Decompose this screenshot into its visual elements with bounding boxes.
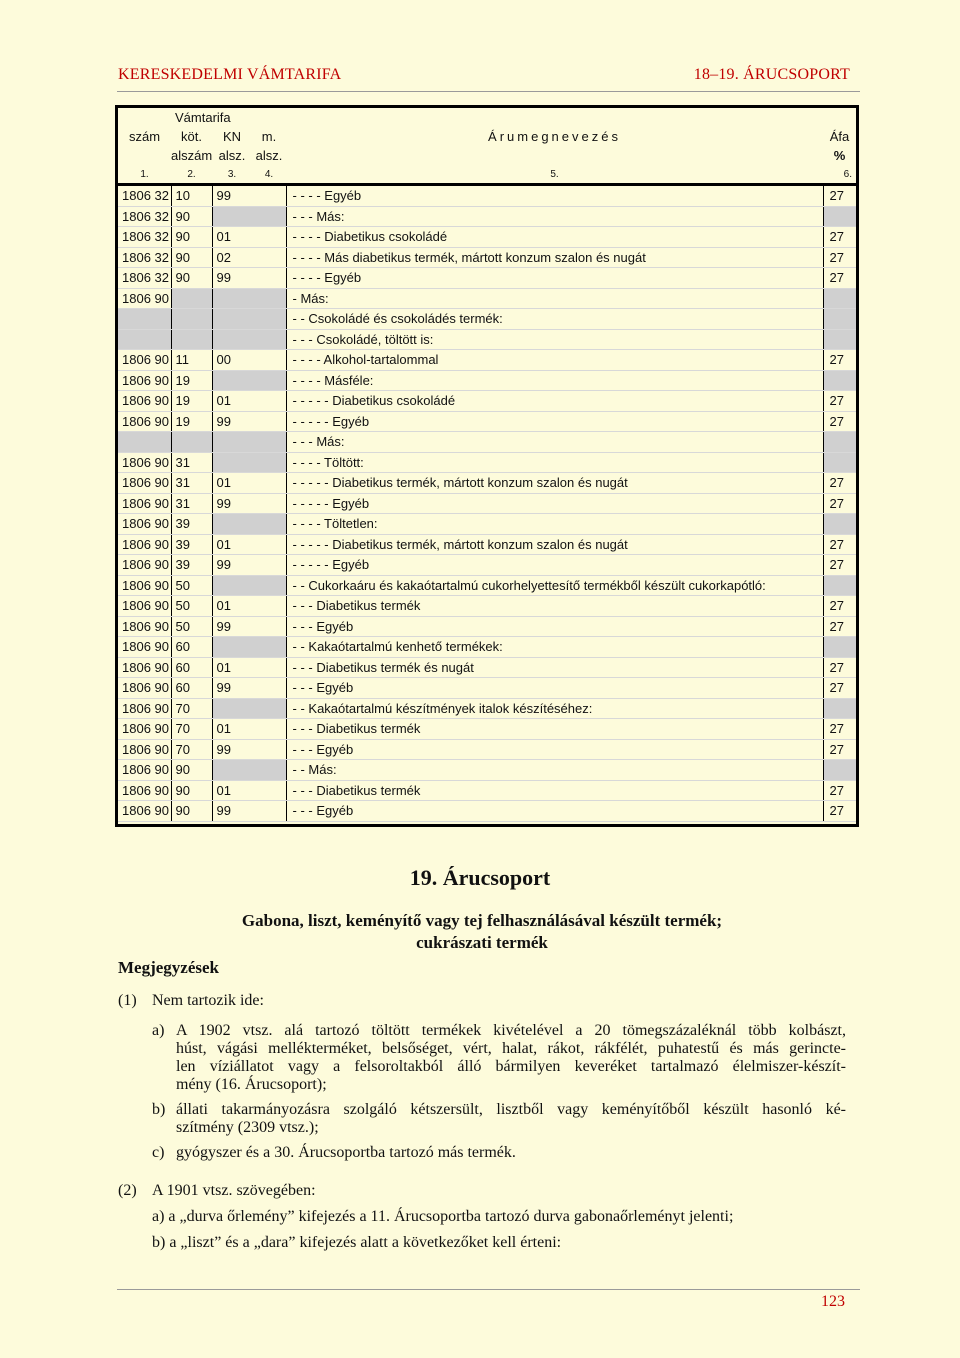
description-cell: - - - - Alkohol-tartalommal	[286, 350, 823, 371]
description-cell: - - - - - Diabetikus csokoládé	[286, 391, 823, 412]
alszam-cell: 11	[171, 350, 212, 371]
alszam-cell: 39	[171, 534, 212, 555]
description-cell: - - Csokoládé és csokoládés termék:	[286, 309, 823, 330]
tariff-subheading-cell: 00	[212, 350, 286, 371]
tariff-table-frame	[115, 105, 859, 827]
kn-code-cell: 1806 90	[118, 493, 171, 514]
alszam-cell	[171, 288, 212, 309]
alszam-cell: 90	[171, 206, 212, 227]
note-2-number: (2)	[118, 1182, 137, 1199]
table-row	[118, 534, 856, 555]
alszam-cell: 50	[171, 616, 212, 637]
vat-rate-cell: 27	[823, 493, 856, 514]
tariff-subheading-cell: 01	[212, 780, 286, 801]
table-row	[118, 555, 856, 576]
vat-rate-cell	[823, 452, 856, 473]
table-row	[118, 719, 856, 740]
vat-rate-cell	[823, 432, 856, 453]
tariff-table	[118, 108, 856, 822]
alszam-cell: 70	[171, 739, 212, 760]
kn-code-cell: 1806 32	[118, 247, 171, 268]
table-row	[118, 247, 856, 268]
table-row	[118, 473, 856, 494]
kn-code-cell: 1806 90	[118, 575, 171, 596]
vat-rate-cell: 27	[823, 411, 856, 432]
table-row	[118, 309, 856, 330]
tariff-subheading-cell	[212, 698, 286, 719]
kn-code-cell: 1806 90	[118, 555, 171, 576]
colnum-2: 2.	[171, 165, 212, 185]
vat-rate-cell	[823, 288, 856, 309]
note-1b-line1: állati takarmányozásra szolgáló kétszersült, lisztből vagy keményítőből készült hasonló ké-	[176, 1101, 846, 1118]
description-cell: - - - Diabetikus termék	[286, 719, 823, 740]
tariff-subheading-cell	[212, 452, 286, 473]
description-cell: - - - Diabetikus termék	[286, 780, 823, 801]
running-header-right: 18–19. ÁRUCSOPORT	[693, 66, 850, 83]
alszam-cell: 31	[171, 493, 212, 514]
tariff-subheading-cell: 01	[212, 473, 286, 494]
kn-code-cell	[118, 329, 171, 350]
table-row	[118, 227, 856, 248]
alszam-cell: 70	[171, 719, 212, 740]
vat-rate-cell	[823, 309, 856, 330]
kn-code-cell: 1806 90	[118, 760, 171, 781]
colnum-5: 5.	[286, 165, 823, 185]
kn-code-cell: 1806 90	[118, 739, 171, 760]
vat-rate-cell: 27	[823, 801, 856, 822]
kn-code-cell: 1806 90	[118, 616, 171, 637]
vat-rate-cell	[823, 575, 856, 596]
table-row	[118, 206, 856, 227]
table-row	[118, 411, 856, 432]
description-cell: - - - - - Egyéb	[286, 493, 823, 514]
vat-rate-cell: 27	[823, 534, 856, 555]
table-row	[118, 575, 856, 596]
kn-code-cell: 1806 32	[118, 206, 171, 227]
kn-code-cell: 1806 90	[118, 452, 171, 473]
tariff-subheading-cell: 99	[212, 268, 286, 289]
group-subtitle-line2: cukrászati termék	[416, 933, 548, 952]
alszam-cell: 60	[171, 678, 212, 699]
tariff-subheading-cell	[212, 637, 286, 658]
vat-rate-cell	[823, 698, 856, 719]
table-row	[118, 432, 856, 453]
note-1c-text: gyógyszer és a 30. Árucsoportba tartozó más termék.	[176, 1144, 516, 1161]
alszam-cell: 60	[171, 637, 212, 658]
alszam-cell: 90	[171, 227, 212, 248]
description-cell: - - - Egyéb	[286, 678, 823, 699]
vat-rate-cell: 27	[823, 473, 856, 494]
tariff-subheading-cell: 99	[212, 678, 286, 699]
header-kot: köt.	[181, 129, 202, 144]
vat-rate-cell: 27	[823, 657, 856, 678]
alszam-cell	[171, 329, 212, 350]
vat-rate-cell	[823, 514, 856, 535]
alszam-cell: 90	[171, 801, 212, 822]
kn-code-cell: 1806 90	[118, 719, 171, 740]
group-subtitle	[222, 910, 742, 954]
kn-code-cell: 1806 32	[118, 185, 171, 207]
kn-code-cell	[118, 309, 171, 330]
alszam-cell: 19	[171, 391, 212, 412]
alszam-cell: 19	[171, 411, 212, 432]
description-cell: - - Cukorkaáru és kakaótartalmú cukorhelyettesítő termékből készült cukorkapótló:	[286, 575, 823, 596]
header-vamtarifa: Vámtarifa	[175, 110, 231, 125]
description-cell: - - - Diabetikus termék és nugát	[286, 657, 823, 678]
table-row	[118, 657, 856, 678]
table-row	[118, 616, 856, 637]
vat-rate-cell: 27	[823, 227, 856, 248]
kn-code-cell: 1806 90	[118, 391, 171, 412]
alszam-cell: 70	[171, 698, 212, 719]
kn-code-cell: 1806 90	[118, 698, 171, 719]
table-row	[118, 678, 856, 699]
description-cell: - - - Egyéb	[286, 739, 823, 760]
note-2-text: A 1901 vtsz. szövegében:	[152, 1182, 316, 1199]
description-cell: - - - Egyéb	[286, 616, 823, 637]
vat-rate-cell: 27	[823, 350, 856, 371]
vat-rate-cell	[823, 329, 856, 350]
kn-code-cell: 1806 90	[118, 780, 171, 801]
header-kn-alsz: alsz.	[218, 148, 246, 163]
table-header	[118, 108, 856, 185]
kn-code-cell: 1806 90	[118, 370, 171, 391]
note-1a-line4: mény (16. Árucsoport);	[176, 1076, 327, 1093]
tariff-subheading-cell: 99	[212, 411, 286, 432]
tariff-subheading-cell: 99	[212, 493, 286, 514]
footer-divider	[117, 1289, 860, 1290]
note-2a-text: a) a „durva őrlemény” kifejezés a 11. Árucsoportba tartozó durva gabonaőrleményt jelenti;	[152, 1208, 734, 1225]
table-row	[118, 637, 856, 658]
note-1a-line3: len víziállatot vagy a felsoroltakból álló bármilyen keveréket tartalmazó élelmiszer-készít-	[176, 1058, 846, 1075]
header-arumegnevezes: Árumegnevezés	[488, 129, 621, 144]
kn-code-cell: 1806 32	[118, 268, 171, 289]
alszam-cell: 90	[171, 780, 212, 801]
colnum-6: 6.	[823, 165, 856, 185]
table-row	[118, 268, 856, 289]
vat-rate-cell: 27	[823, 596, 856, 617]
kn-code-cell: 1806 90	[118, 801, 171, 822]
vat-rate-cell: 27	[823, 185, 856, 207]
tariff-subheading-cell: 01	[212, 227, 286, 248]
table-row	[118, 514, 856, 535]
tariff-subheading-cell	[212, 288, 286, 309]
description-cell: - - - - - Diabetikus termék, mártott konzum szalon és nugát	[286, 534, 823, 555]
header-kn: KN	[222, 129, 242, 144]
tariff-subheading-cell: 01	[212, 719, 286, 740]
kn-code-cell: 1806 90	[118, 411, 171, 432]
alszam-cell: 60	[171, 657, 212, 678]
note-1a-line2: húst, vágási mellékterméket, belsőséget, vért, halat, rákot, rákfélét, puhatestű és más gerincte-	[176, 1040, 846, 1057]
tariff-subheading-cell: 99	[212, 555, 286, 576]
description-cell: - - - - - Egyéb	[286, 411, 823, 432]
header-alszam: alszám	[171, 148, 212, 163]
description-cell: - - Kakaótartalmú kenhető termékek:	[286, 637, 823, 658]
header-afa: Áfa	[829, 129, 850, 144]
kn-code-cell: 1806 90	[118, 657, 171, 678]
table-row	[118, 493, 856, 514]
vat-rate-cell: 27	[823, 555, 856, 576]
vat-rate-cell	[823, 370, 856, 391]
description-cell: - - - - - Diabetikus termék, mártott konzum szalon és nugát	[286, 473, 823, 494]
group-title: 19. Árucsoport	[409, 865, 551, 890]
tariff-subheading-cell	[212, 329, 286, 350]
note-1c-label: c)	[152, 1144, 165, 1161]
alszam-cell: 19	[171, 370, 212, 391]
kn-code-cell: 1806 90	[118, 288, 171, 309]
vat-rate-cell: 27	[823, 719, 856, 740]
tariff-subheading-cell	[212, 760, 286, 781]
page-number: 123	[821, 1293, 845, 1310]
running-header-left: KERESKEDELMI VÁMTARIFA	[118, 66, 342, 83]
kn-code-cell: 1806 90	[118, 534, 171, 555]
description-cell: - - - Diabetikus termék	[286, 596, 823, 617]
vat-rate-cell: 27	[823, 678, 856, 699]
alszam-cell	[171, 432, 212, 453]
tariff-subheading-cell: 01	[212, 391, 286, 412]
note-1a-line1: A 1902 vtsz. alá tartozó töltött termékek kivételével a 20 tömegszázaléknál több kolbászt,	[176, 1022, 846, 1039]
tariff-subheading-cell	[212, 206, 286, 227]
tariff-subheading-cell: 01	[212, 596, 286, 617]
kn-code-cell: 1806 32	[118, 227, 171, 248]
alszam-cell: 90	[171, 760, 212, 781]
vat-rate-cell: 27	[823, 391, 856, 412]
table-row	[118, 329, 856, 350]
alszam-cell: 39	[171, 514, 212, 535]
description-cell: - - - - - Egyéb	[286, 555, 823, 576]
tariff-subheading-cell: 99	[212, 739, 286, 760]
table-row	[118, 391, 856, 412]
description-cell: - - - - Diabetikus csokoládé	[286, 227, 823, 248]
alszam-cell: 50	[171, 596, 212, 617]
note-1a-label: a)	[152, 1022, 165, 1039]
vat-rate-cell	[823, 637, 856, 658]
description-cell: - - - Egyéb	[286, 801, 823, 822]
vat-rate-cell: 27	[823, 268, 856, 289]
header-m-alsz: alsz.	[255, 148, 283, 163]
kn-code-cell: 1806 90	[118, 350, 171, 371]
table-row	[118, 350, 856, 371]
table-row	[118, 760, 856, 781]
kn-code-cell	[118, 432, 171, 453]
description-cell: - - - Más:	[286, 206, 823, 227]
notes-title: Megjegyzések	[118, 958, 220, 977]
description-cell: - - - - Más diabetikus termék, mártott konzum szalon és nugát	[286, 247, 823, 268]
note-2b-text: b) a „liszt” és a „dara” kifejezés alatt a következőket kell érteni:	[152, 1234, 562, 1251]
table-row	[118, 801, 856, 822]
tariff-subheading-cell: 99	[212, 801, 286, 822]
tariff-subheading-cell	[212, 432, 286, 453]
description-cell: - - - Más:	[286, 432, 823, 453]
table-row	[118, 596, 856, 617]
alszam-cell	[171, 309, 212, 330]
tariff-subheading-cell	[212, 575, 286, 596]
description-cell: - - Más:	[286, 760, 823, 781]
description-cell: - - Kakaótartalmú készítmények italok készítéséhez:	[286, 698, 823, 719]
tariff-subheading-cell: 99	[212, 185, 286, 207]
table-row	[118, 288, 856, 309]
kn-code-cell: 1806 90	[118, 637, 171, 658]
note-1b-line2: szítmény (2309 vtsz.);	[176, 1119, 319, 1136]
description-cell: - - - - Egyéb	[286, 185, 823, 207]
alszam-cell: 10	[171, 185, 212, 207]
vat-rate-cell	[823, 760, 856, 781]
vat-rate-cell: 27	[823, 780, 856, 801]
tariff-subheading-cell	[212, 370, 286, 391]
header-szam: szám	[128, 129, 161, 144]
alszam-cell: 90	[171, 247, 212, 268]
note-1-text: Nem tartozik ide:	[152, 992, 264, 1009]
alszam-cell: 39	[171, 555, 212, 576]
alszam-cell: 31	[171, 473, 212, 494]
vat-rate-cell: 27	[823, 247, 856, 268]
description-cell: - - - Csokoládé, töltött is:	[286, 329, 823, 350]
vat-rate-cell: 27	[823, 739, 856, 760]
note-1-number: (1)	[118, 992, 137, 1009]
kn-code-cell: 1806 90	[118, 678, 171, 699]
header-m: m.	[261, 129, 277, 144]
tariff-subheading-cell	[212, 514, 286, 535]
table-row	[118, 370, 856, 391]
colnum-1: 1.	[118, 165, 171, 185]
tariff-subheading-cell: 99	[212, 616, 286, 637]
tariff-subheading-cell: 01	[212, 657, 286, 678]
table-row	[118, 780, 856, 801]
header-percent: %	[833, 148, 846, 163]
colnum-3: 3.	[212, 165, 252, 185]
description-cell: - Más:	[286, 288, 823, 309]
kn-code-cell: 1806 90	[118, 596, 171, 617]
description-cell: - - - - Töltetlen:	[286, 514, 823, 535]
alszam-cell: 31	[171, 452, 212, 473]
colnum-4: 4.	[252, 165, 286, 185]
description-cell: - - - - Másféle:	[286, 370, 823, 391]
table-row	[118, 185, 856, 207]
note-1b-label: b)	[152, 1101, 166, 1118]
vat-rate-cell: 27	[823, 616, 856, 637]
alszam-cell: 90	[171, 268, 212, 289]
description-cell: - - - - Töltött:	[286, 452, 823, 473]
header-divider	[117, 91, 860, 92]
kn-code-cell: 1806 90	[118, 514, 171, 535]
table-row	[118, 452, 856, 473]
tariff-subheading-cell: 02	[212, 247, 286, 268]
tariff-subheading-cell	[212, 309, 286, 330]
tariff-subheading-cell: 01	[212, 534, 286, 555]
table-row	[118, 739, 856, 760]
table-body	[118, 185, 856, 822]
kn-code-cell: 1806 90	[118, 473, 171, 494]
vat-rate-cell	[823, 206, 856, 227]
table-row	[118, 698, 856, 719]
group-subtitle-line1: Gabona, liszt, keményítő vagy tej felhasználásával készült termék;	[241, 911, 723, 930]
description-cell: - - - - Egyéb	[286, 268, 823, 289]
alszam-cell: 50	[171, 575, 212, 596]
